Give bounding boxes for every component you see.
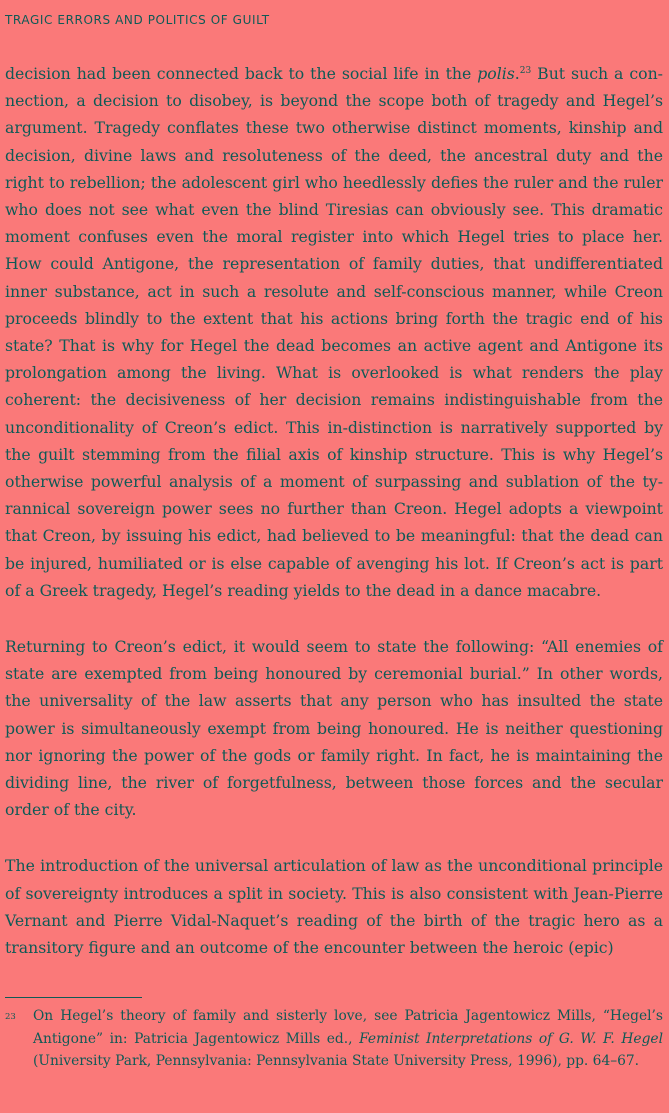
text-segment: The introduction of the universal articulation of law as the unconditional principle of sovereignty introduces a split in society. This is also consistent with Jean-Pierre Vernant and Pierre Vidal-Naquet’s reading of the birth of the tragic hero as a transitory figure and an outcome of the encounter between the heroic (epic) [5,856,663,958]
footnote-segment-italic: Feminist Interpretations of G. W. F. Hegel [359,1030,663,1047]
paragraph-3 [5,852,663,961]
footnote-segment: (University Park, Pennsylvania: Pennsylvania State University Press, 1996), pp. 64–67. [33,1053,640,1069]
text-segment: . [514,64,520,83]
footnote-23 [5,1005,663,1073]
footnote-reference[interactable]: 23 [519,65,532,76]
footnote-divider [5,997,142,998]
paragraph-1 [5,60,663,604]
body-text [5,60,663,961]
text-segment: But such a connection, a decision to disobey, is beyond the scope both of tragedy and Hegel’s argument. Tragedy conflates these two otherwise distinct moments, kinship and decision, divine laws and resoluteness of the deed, the ancestral duty and the right to rebellion; the adolescent girl who heedlessly defies the ruler and the ruler who does not see what even the blind Tiresias can obviously see. This dramatic moment confuses even the moral register into which Hegel tries to place her. How could Antigone, the representation of family duties, that undifferentiated inner substance, act in such a resolute and self-conscious manner, while Creon proceeds blindly to the extent that his actions bring forth the tragic end of his state? That is why for Hegel the dead becomes an active agent and Antigone its prolongation among the living. What is overlooked is what renders the play coherent: the decisiveness of her decision remains indistinguishable from the unconditionality of Creon’s edict. This in-distinction is narratively supported by the guilt stemming from the filial axis of kinship structure. This is why Hegel’s otherwise powerful analysis of a moment of surpassing and sublation of the tyrannical sovereign power sees no further than Creon. Hegel adopts a viewpoint that Creon, by issuing his edict, had believed to be meaningful: that the dead can be injured, humiliated or is else capable of avenging his lot. If Creon’s act is part of a Greek tragedy, Hegel’s reading yields to the dead in a dance macabre. [5,64,663,600]
paragraph-2 [5,633,663,823]
footnote-segment: On Hegel’s theory of family and sisterly love, see Patricia Jagentowicz Mills, “Hegel’s Antigone” in: Patricia Jagentowicz Mills ed., [33,1008,663,1047]
book-page [5,0,663,1113]
text-segment-italic: polis [477,64,515,83]
text-segment: decision had been connected back to the social life in the [5,64,478,83]
text-segment: Returning to Creon’s edict, it would seem to state the following: “All enemies of state are exempted from being honoured by ceremonial burial.” In other words, the universality of the law asserts that any person who has insulted the state power is simultaneously exempt from being honoured. He is neither questioning nor ignoring the power of the gods or family right. In fact, he is maintaining the dividing line, the river of forgetfulness, between those forces and the secular order of the city. [5,637,663,820]
running-head: TRAGIC ERRORS AND POLITICS OF GUILT [5,13,270,27]
footnote-number: 23 [5,1012,16,1022]
footnote-text [33,1005,663,1073]
